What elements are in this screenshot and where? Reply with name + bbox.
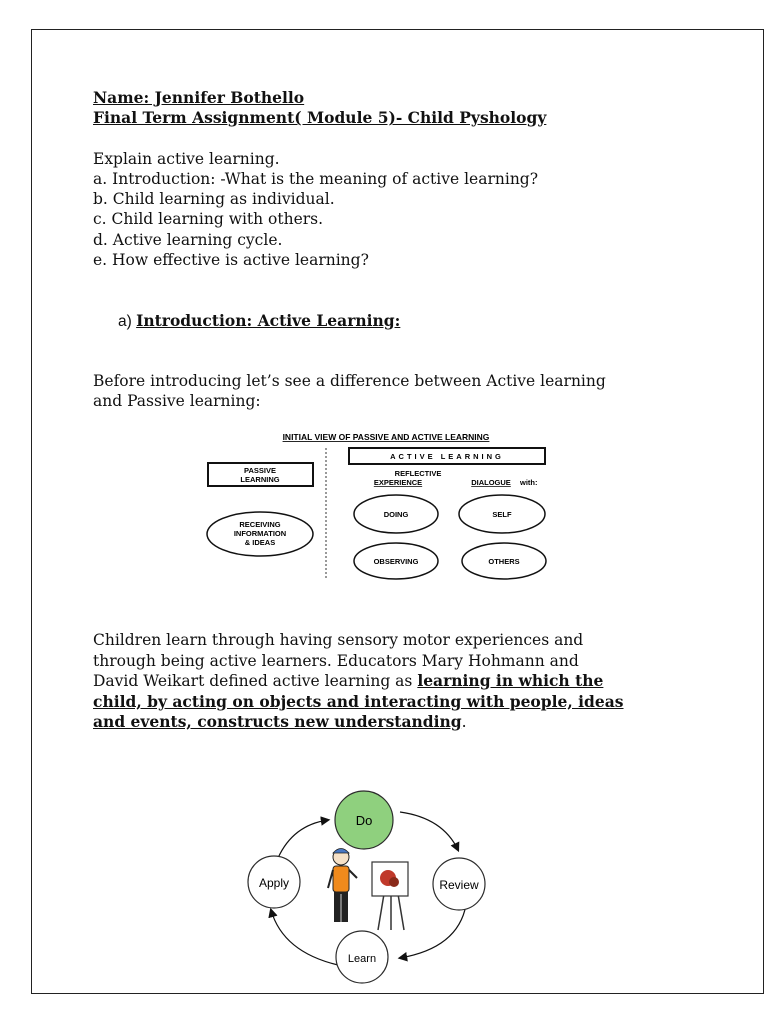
assignment-title: Final Term Assignment( Module 5)- Child Pyshology <box>93 108 547 127</box>
doing-label: DOING <box>383 510 409 519</box>
easel-icon <box>372 862 408 930</box>
apply-label: Apply <box>258 876 290 890</box>
section-a-heading <box>118 311 400 331</box>
question-a: a. Introduction: -What is the meaning of active learning? <box>93 170 539 188</box>
arc-learn-apply <box>271 910 338 965</box>
reflective-label-2: EXPERIENCE <box>373 478 423 487</box>
reflective-label-1: REFLECTIVE <box>394 469 442 478</box>
diagram-title: INITIAL VIEW OF PASSIVE AND ACTIVE LEARNING <box>282 432 490 442</box>
others-label: OTHERS <box>488 557 520 566</box>
para2-line3-plain: David Weikart defined active learning as <box>93 672 418 690</box>
para2-line5-bold: and events, constructs new understanding <box>93 712 462 731</box>
section-marker: a) <box>118 313 132 330</box>
question-intro: Explain active learning. <box>93 150 280 168</box>
para1-line1: Before introducing let’s see a difference between Active learning <box>93 372 606 390</box>
arc-apply-do <box>278 820 328 858</box>
active-label: ACTIVE LEARNING <box>390 452 504 461</box>
student-name: Name: Jennifer Bothello <box>93 88 305 107</box>
child-figure-icon <box>328 849 357 923</box>
dialogue-with: with: <box>520 478 538 487</box>
receiving-label-1: RECEIVING <box>239 520 281 529</box>
question-c: c. Child learning with others. <box>93 210 324 228</box>
arc-review-learn <box>400 905 466 958</box>
para2-line3-bold: learning in which the <box>417 671 604 690</box>
para2 <box>93 630 693 733</box>
arc-do-review <box>400 812 458 850</box>
self-label: SELF <box>492 510 512 519</box>
do-label: Do <box>355 813 373 828</box>
para2-line1: Children learn through having sensory motor experiences and <box>93 631 584 649</box>
para2-line3 <box>93 671 693 692</box>
learn-label: Learn <box>347 953 377 965</box>
para2-line2: through being active learners. Educators Mary Hohmann and <box>93 651 579 670</box>
question-e: e. How effective is active learning? <box>93 251 369 269</box>
para2-line5-end: . <box>461 713 467 731</box>
observing-label: OBSERVING <box>373 557 419 566</box>
active-learning-cycle <box>238 790 508 985</box>
receiving-label-3: & IDEAS <box>244 538 276 547</box>
para1-line2: and Passive learning: <box>93 392 261 410</box>
review-label: Review <box>439 878 479 892</box>
para2-line4: child, by acting on objects and interacting with people, ideas <box>93 691 624 711</box>
passive-active-diagram <box>200 428 560 588</box>
para2-line5 <box>93 712 693 733</box>
passive-label-1: PASSIVE <box>244 466 276 475</box>
dialogue-label: DIALOGUE <box>471 478 511 487</box>
question-d: d. Active learning cycle. <box>93 231 283 249</box>
question-b: b. Child learning as individual. <box>93 190 335 208</box>
passive-label-2: LEARNING <box>240 475 280 484</box>
receiving-label-2: INFORMATION <box>233 529 287 538</box>
section-title: Introduction: Active Learning: <box>136 311 401 330</box>
